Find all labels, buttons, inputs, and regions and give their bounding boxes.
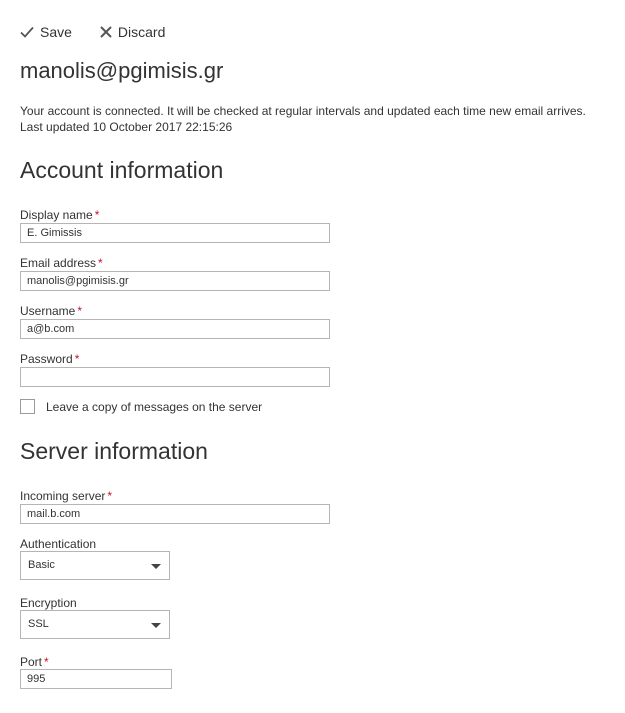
- username-label: [20, 304, 82, 318]
- incoming-server-label-text: Incoming server: [20, 489, 106, 503]
- required-marker: *: [77, 304, 83, 318]
- incoming-server-input[interactable]: [20, 504, 330, 524]
- leave-copy-option[interactable]: [20, 399, 262, 414]
- display-name-label: [20, 208, 99, 222]
- status-message: Your account is connected. It will be checked at regular intervals and updated each time new email arrives.: [20, 104, 586, 118]
- authentication-label: Authentication: [20, 537, 97, 551]
- username-label-text: Username: [20, 304, 76, 318]
- password-input[interactable]: [20, 367, 330, 387]
- required-marker: *: [44, 655, 49, 669]
- save-button[interactable]: [20, 24, 72, 40]
- port-label: [20, 655, 49, 669]
- username-input[interactable]: [20, 319, 330, 339]
- encryption-value: SSL: [28, 618, 49, 630]
- display-name-input[interactable]: [20, 223, 330, 243]
- required-marker: *: [107, 489, 113, 503]
- required-marker: *: [74, 352, 80, 366]
- email-address-label: [20, 256, 103, 270]
- discard-button[interactable]: [100, 24, 165, 40]
- email-address-label-text: Email address: [20, 256, 97, 270]
- x-icon: [100, 26, 112, 38]
- account-title: manolis@pgimisis.gr: [20, 58, 224, 83]
- incoming-server-label: [20, 489, 112, 503]
- last-updated: Last updated 10 October 2017 22:15:26: [20, 120, 233, 134]
- email-address-input[interactable]: [20, 271, 330, 291]
- leave-copy-checkbox[interactable]: [20, 399, 35, 414]
- port-input[interactable]: [20, 669, 172, 689]
- save-label: Save: [40, 24, 72, 40]
- chevron-down-icon: [151, 623, 161, 628]
- authentication-select[interactable]: [20, 551, 170, 580]
- discard-label: Discard: [117, 24, 166, 40]
- password-label-text: Password: [20, 352, 73, 366]
- authentication-value: Basic: [28, 559, 55, 571]
- display-name-label-text: Display name: [20, 208, 93, 222]
- required-marker: *: [98, 256, 103, 270]
- chevron-down-icon: [151, 564, 161, 569]
- leave-copy-label: Leave a copy of messages on the server: [46, 399, 263, 414]
- connection-status: [20, 103, 586, 135]
- encryption-label: Encryption: [20, 596, 77, 610]
- toolbar: [20, 22, 165, 42]
- checkmark-icon: [20, 26, 34, 38]
- required-marker: *: [94, 208, 100, 222]
- account-information-heading: Account information: [20, 157, 224, 183]
- password-label: [20, 352, 79, 366]
- server-information-heading: Server information: [20, 438, 208, 464]
- encryption-select[interactable]: [20, 610, 170, 639]
- port-label-text: Port: [20, 655, 43, 669]
